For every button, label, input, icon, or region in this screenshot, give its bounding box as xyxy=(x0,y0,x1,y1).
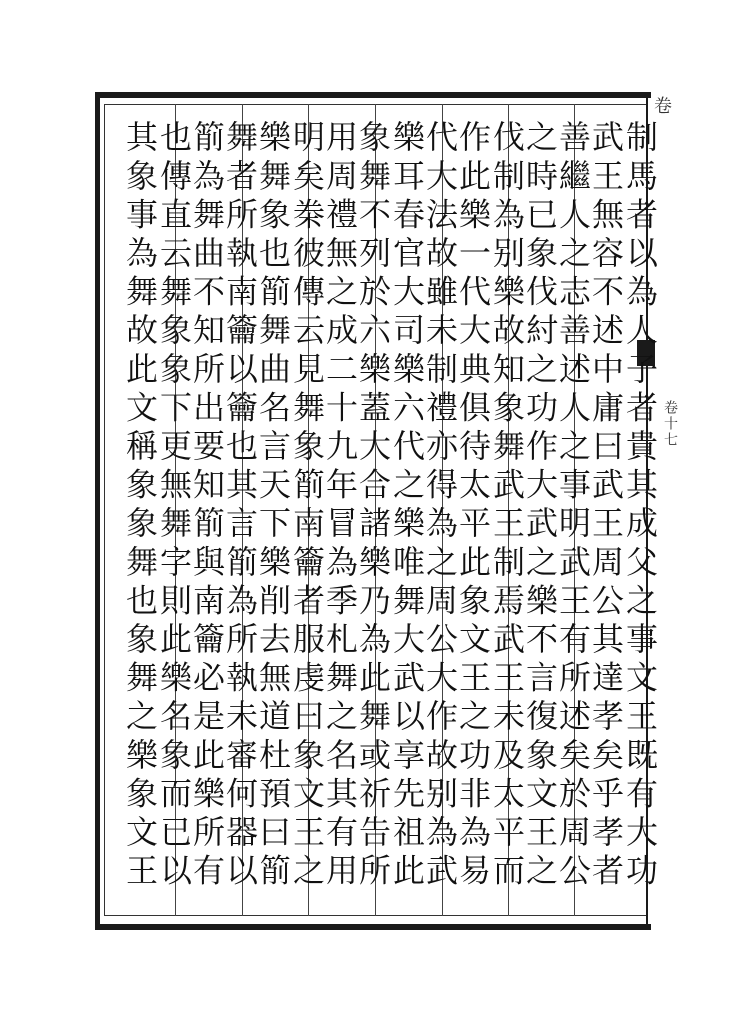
text-column-8: 樂耳春官大司樂六代之樂唯舞大武以享先祖此 xyxy=(388,120,426,892)
text-column-4: 之時已象伐紂之功作大武之樂不言復象文王之 xyxy=(521,120,559,892)
text-column-5: 伐制為别樂故知象舞武王制焉武王未及太平而 xyxy=(488,120,526,892)
text-column-9: 象舞不列於六樂蓋大合諸樂乃為此舞或祈告所 xyxy=(354,120,392,892)
text-column-12: 樂舞象也箾舞曲名言天下樂削去無道杜預曰箾 xyxy=(254,120,292,892)
text-column-13: 舞者所執南籥以籥也其言箾為所執未審何器以 xyxy=(221,120,259,892)
text-column-15: 也傳直云舞象象下更無舞字則此樂名象而已以 xyxy=(155,120,193,892)
text-column-11: 明矣桊彼傳云見舞象箾南籥者服虔曰象文王之 xyxy=(288,120,326,892)
text-column-2: 武王無容不述中庸曰武王周公其達孝矣乎孝者 xyxy=(587,120,625,892)
text-column-10: 用周禮無之成二十九年冒為季札舞之名其有用 xyxy=(321,120,359,892)
text-column-6: 作此樂一代大典俱待太平此象文王之功非為易 xyxy=(454,120,492,892)
text-column-3: 善繼人之志善述人之事明武王有所述矣於周公 xyxy=(554,120,592,892)
text-column-7: 代大法故雖未制禮亦得為之周公大作故别為武 xyxy=(421,120,459,892)
text-column-1: 制馬者以為人子者貴其成父之事文王既有大功 xyxy=(621,120,659,892)
gutter-volume-label: 卷十七 xyxy=(662,400,678,448)
gutter-corner-mark: 卷 xyxy=(651,96,672,114)
text-column-16: 其象事為舞故此文稱象象舞也象舞之樂象文王 xyxy=(121,120,159,892)
text-column-14: 箾為舞曲不知所出要知箾與南籥必是此樂所有 xyxy=(188,120,226,892)
